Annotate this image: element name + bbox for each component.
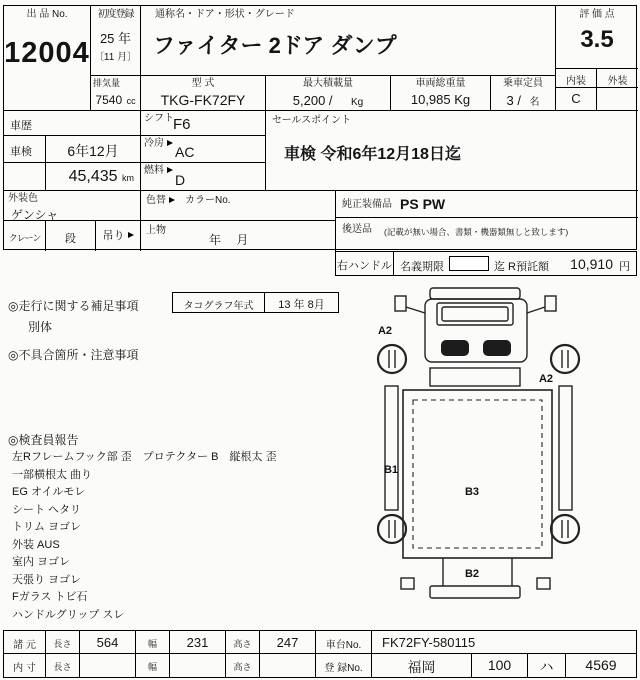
handle-deposit-row (335, 251, 637, 276)
color-no-label: カラーNo. (185, 195, 231, 206)
crane-tsuri-cell (96, 221, 141, 251)
ac-cell (141, 136, 266, 163)
inspector-line: 外装 AUS (12, 538, 60, 551)
top-table (3, 5, 637, 250)
capacity-value: 3 / (506, 93, 521, 108)
model-code-label: 型 式 (191, 78, 215, 89)
inspection-value-cell (46, 136, 141, 163)
displacement-unit: cc (126, 95, 136, 106)
payload-cell (266, 76, 391, 111)
height-value: 247 (260, 631, 316, 654)
bottom-table (3, 630, 637, 678)
mileage-unit: km (122, 173, 134, 183)
first-registration-label: 初度登録 (97, 9, 134, 20)
inspector-line: シート ヘタリ (12, 503, 82, 516)
inspector-line: 左Rフレームフック部 歪 プロテクター B 縦根太 歪 (12, 451, 277, 463)
shift-value: F6 (173, 116, 191, 133)
inspection-value: 6年12月 (67, 143, 119, 159)
inspection-label-cell (4, 136, 46, 163)
inner-length-label: 長さ (46, 654, 80, 677)
corner-mark-icon (169, 197, 175, 203)
payload-unit: Kg (350, 97, 364, 108)
supplement-title: ◎走行に関する補足事項 (8, 299, 139, 313)
registration-class: 100 (472, 654, 528, 677)
inner-height-value (260, 654, 316, 677)
capacity-label: 乗車定員 (503, 78, 543, 89)
grade-value: 3.5 (580, 26, 614, 53)
mileage-value-cell (46, 163, 141, 191)
kousouhin-cell (336, 218, 638, 251)
fuel-value: D (175, 172, 186, 188)
lot-label: 出 品 No. (26, 9, 68, 20)
inner-height-label: 高さ (226, 654, 260, 677)
ownership-blank-box (449, 256, 489, 271)
kousouhin-label: 後送品 (342, 224, 372, 235)
corner-mark-icon (128, 232, 134, 238)
grade-label: 評 価 点 (579, 9, 615, 20)
sales-point-content: 車検 令和6年12月18日迄 (284, 146, 461, 163)
model-header-label: 通称名・ドア・形状・グレード (155, 9, 295, 20)
equipment-value: PS PW (400, 196, 446, 212)
dims-label: 諸 元 (4, 631, 46, 654)
exterior-label: 外装 (597, 69, 638, 88)
lot-cell (4, 6, 91, 111)
gvw-cell (391, 76, 491, 111)
color-change-label: 色替 (146, 195, 175, 207)
model-code-cell (141, 76, 266, 111)
exterior-value (597, 88, 638, 110)
crane-tsuri-label: 吊り (102, 230, 125, 242)
inner-length-value (80, 654, 136, 677)
defects-title: ◎不具合箇所・注意事項 (8, 348, 139, 362)
corner-mark-icon (167, 140, 173, 146)
fuel-cell (141, 163, 266, 191)
model-name: ファイター 2ドア ダンプ (153, 33, 397, 58)
registration-number: 4569 (585, 657, 617, 673)
payload-value: 5,200 / (292, 93, 333, 108)
registration-area: 福岡 (372, 654, 472, 677)
tachograph-value: 13 年 8月 (278, 299, 325, 311)
grade-cell (556, 6, 638, 69)
inspector-line: トリム ヨゴレ (12, 521, 82, 533)
inspector-line: ハンドルグリップ スレ (12, 608, 125, 621)
height-label: 高さ (226, 631, 260, 654)
inspector-line: Fガラス トビ石 (12, 591, 88, 603)
uwamono-label: 上物 (146, 225, 166, 236)
lot-number: 12004 (4, 37, 90, 69)
fuel-label: 燃料 (144, 165, 173, 177)
displacement-cell (91, 76, 141, 111)
tachograph-box (172, 292, 339, 313)
sales-point-label: セールスポイント (272, 115, 352, 126)
equipment-label: 純正装備品 (342, 199, 392, 210)
shift-label: シフト (144, 113, 174, 124)
model-code-value: TKG-FK72FY (160, 92, 246, 108)
inner-width-value (170, 654, 226, 677)
damage-label-b1: B1 (383, 464, 399, 476)
truck-outline (378, 288, 579, 598)
gvw-value: 10,985 Kg (410, 92, 471, 107)
ownership-label: 名義期限 (400, 261, 444, 273)
chassis-label: 車台No. (316, 631, 372, 654)
chassis-value: FK72FY-580115 (372, 631, 636, 654)
width-value: 231 (170, 631, 226, 654)
damage-label-a2-right: A2 (538, 373, 554, 385)
interior-value: C (556, 88, 597, 110)
inspector-line: 一部横根太 曲り (12, 468, 93, 481)
width-label: 幅 (136, 631, 170, 654)
history-cell (4, 111, 141, 136)
inspector-report-list (12, 449, 332, 624)
crane-label-cell (4, 221, 46, 251)
history-label: 車歴 (10, 120, 32, 132)
first-registration-year: 25 年 (99, 31, 132, 46)
damage-label-b2: B2 (464, 568, 480, 580)
crane-dan-cell (46, 221, 96, 251)
crane-label: クレーン (8, 233, 41, 243)
handle-label: 右ハンドル (336, 252, 394, 275)
crane-dan-label: 段 (65, 233, 76, 245)
body-color-value: ゲンシャ (11, 208, 59, 222)
interior-exterior-cell (556, 69, 638, 111)
body-color-cell (4, 191, 141, 221)
deposit-value: 10,910 (570, 256, 613, 272)
inspection-label: 車検 (10, 146, 32, 158)
corner-mark-icon (167, 167, 173, 173)
ac-label: 冷房 (144, 138, 173, 150)
equipment-cell (336, 191, 638, 218)
capacity-unit: 名 (529, 97, 540, 108)
damage-label-b3: B3 (464, 486, 480, 498)
body-color-label: 外装色 (8, 193, 38, 204)
first-registration-month: 〔11 月〕 (93, 52, 138, 63)
tachograph-label: タコグラフ年式 (173, 293, 265, 312)
first-registration-cell (91, 6, 141, 76)
interior-label: 内装 (556, 69, 597, 88)
length-label: 長さ (46, 631, 80, 654)
inspector-title: ◎検査員報告 (8, 433, 79, 447)
ac-value: AC (175, 144, 195, 160)
displacement-value: 7540 (95, 92, 123, 107)
color-change-cell (141, 191, 336, 221)
supplement-body: 別体 (28, 320, 53, 334)
kousouhin-note: (記載が無い場合、書類・機器類無しと致します) (384, 227, 569, 237)
model-cell (141, 6, 556, 76)
registration-kana: ハ (528, 654, 566, 677)
inner-dims-label: 内 寸 (4, 654, 46, 677)
length-value: 564 (80, 631, 136, 654)
uwamono-cell (141, 221, 336, 251)
vehicle-diagram (333, 280, 628, 628)
mileage-value: 45,435 (68, 168, 118, 185)
deposit-label: 迄 R預託額 (494, 261, 549, 273)
inner-width-label: 幅 (136, 654, 170, 677)
inspector-line: 天張り ヨゴレ (12, 573, 82, 586)
capacity-cell (491, 76, 556, 111)
inspector-line: EG オイルモレ (12, 486, 86, 498)
deposit-unit: 円 (619, 261, 630, 273)
displacement-label: 排気量 (93, 78, 121, 88)
damage-label-a2-left: A2 (377, 325, 393, 337)
inspector-line: 室内 ヨゴレ (12, 556, 71, 568)
registration-label: 登 録No. (316, 654, 372, 677)
uwamono-date-label: 年 月 (209, 233, 249, 247)
shift-cell (141, 111, 266, 136)
payload-label: 最大積載量 (303, 78, 353, 89)
gvw-label: 車両総重量 (415, 78, 466, 89)
sales-point-cell (266, 111, 638, 191)
mileage-label-cell (4, 163, 46, 191)
